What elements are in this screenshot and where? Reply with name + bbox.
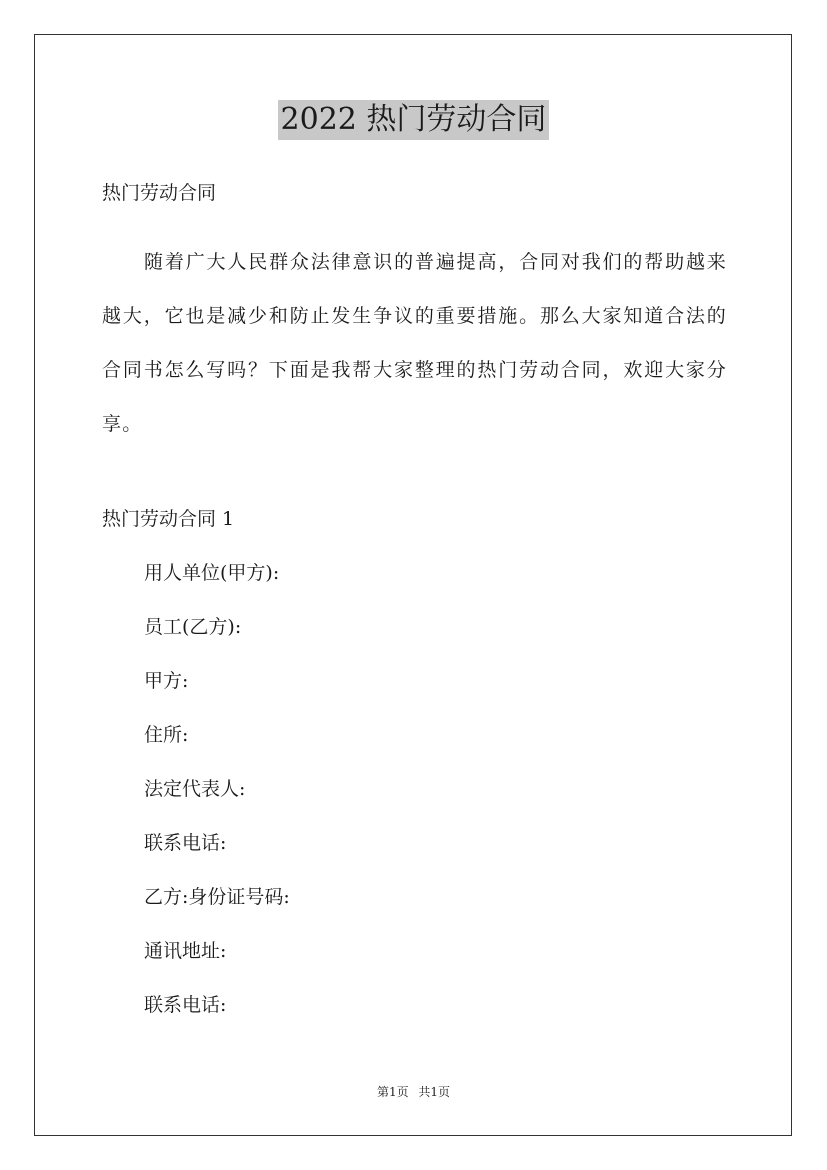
page-total: 共1页 xyxy=(418,1085,451,1099)
section-heading: 热门劳动合同 1 xyxy=(102,508,235,530)
title-container xyxy=(0,100,827,140)
document-subtitle: 热门劳动合同 xyxy=(102,182,217,204)
intro-paragraph: 随着广大人民群众法律意识的普遍提高，合同对我们的帮助越来越大，它也是减少和防止发生争议的重要措施。那么大家知道合法的合同书怎么写吗？下面是我帮大家整理的热门劳动合同，欢迎大家分享。 xyxy=(102,251,727,435)
field-party-a: 甲方: xyxy=(144,670,189,692)
field-mailing-address: 通讯地址: xyxy=(144,940,227,962)
field-address: 住所: xyxy=(144,724,189,746)
field-contact-phone-b: 联系电话: xyxy=(144,994,227,1016)
page-footer xyxy=(0,1084,827,1100)
field-contact-phone-a: 联系电话: xyxy=(144,832,227,854)
document-title: 2022 热门劳动合同 xyxy=(278,100,550,140)
field-legal-representative: 法定代表人: xyxy=(144,778,246,800)
field-employer: 用人单位(甲方): xyxy=(144,562,280,584)
page-number: 第1页 xyxy=(376,1085,409,1099)
field-party-b-id-number: 乙方:身份证号码: xyxy=(144,886,290,908)
field-employee: 员工(乙方): xyxy=(144,616,242,638)
